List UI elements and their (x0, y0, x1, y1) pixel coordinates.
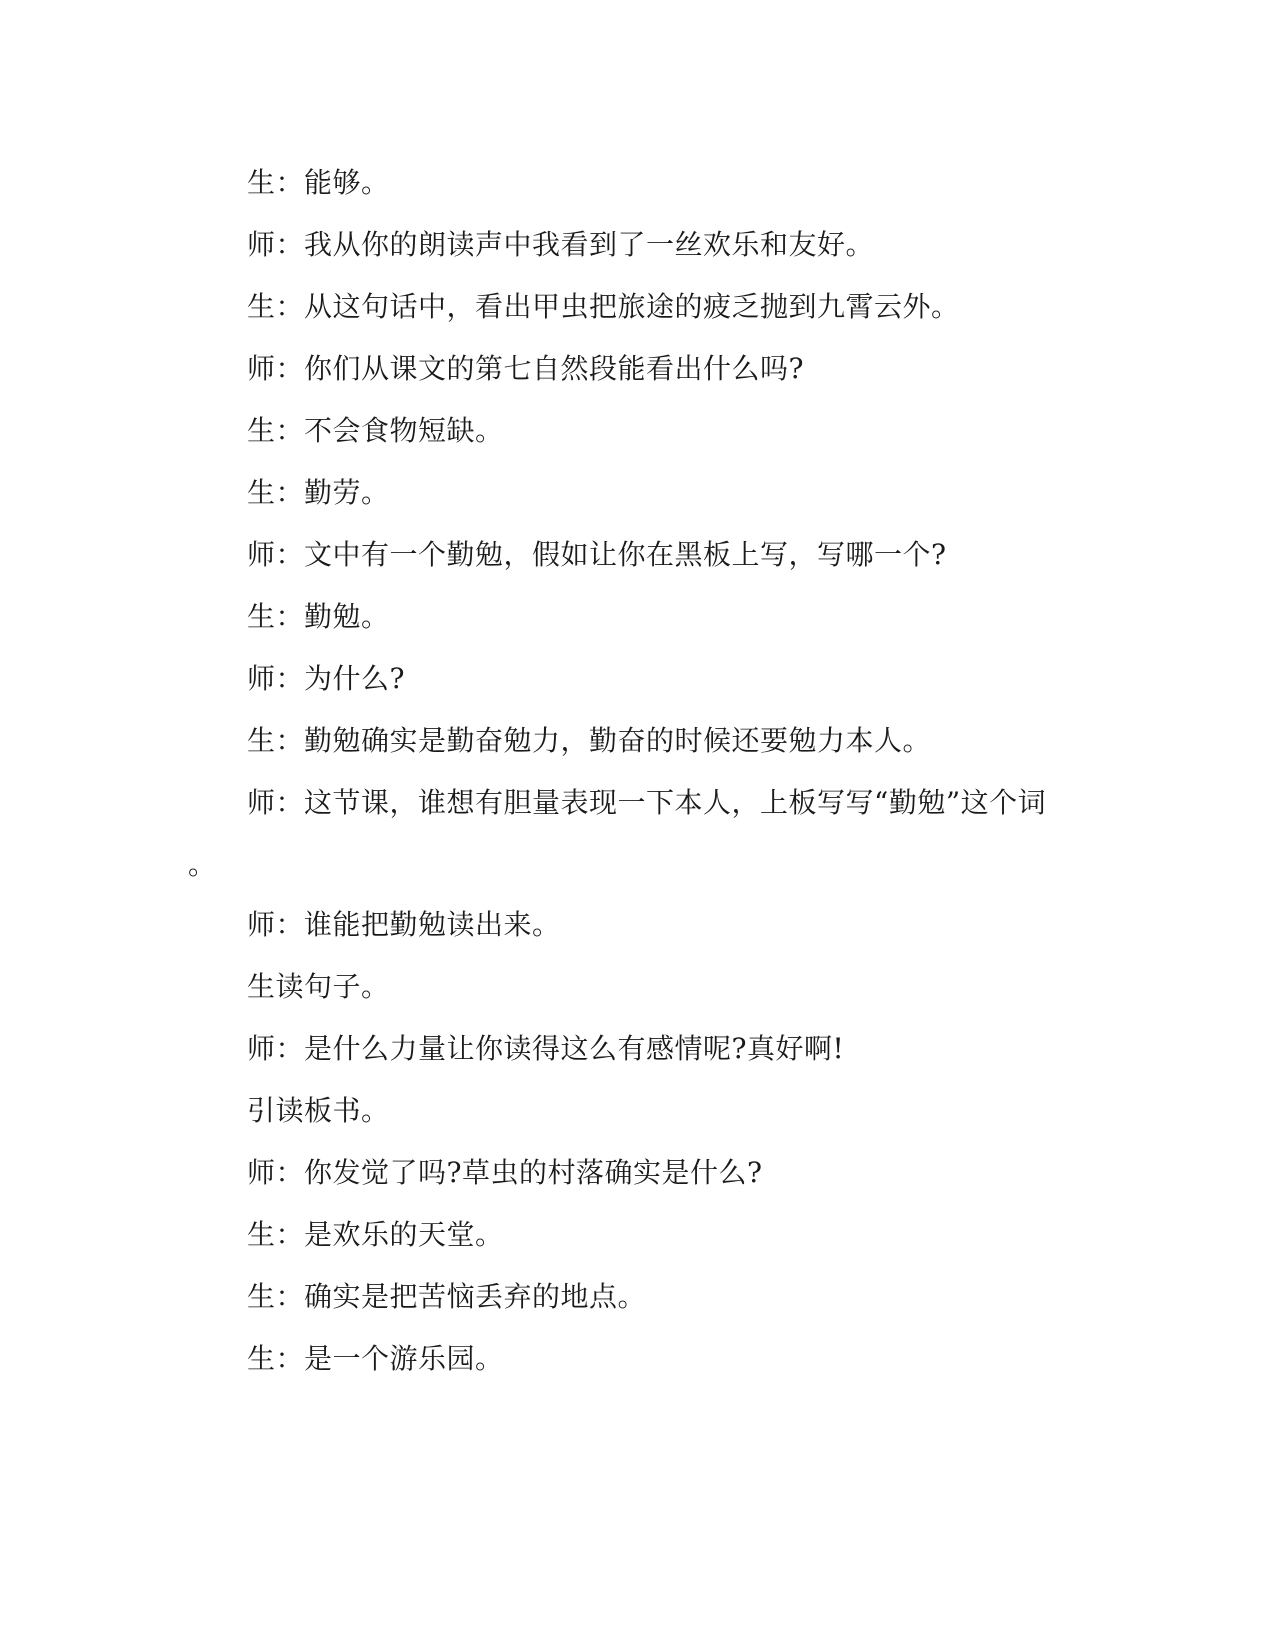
paragraph: 师：文中有一个勤勉，假如让你在黑板上写，写哪一个? (247, 538, 947, 571)
paragraph: 师：这节课，谁想有胆量表现一下本人，上板写写“勤勉”这个词 (247, 786, 1047, 819)
paragraph: 生：是一个游乐园。 (247, 1342, 504, 1375)
paragraph: 师：你们从课文的第七自然段能看出什么吗? (247, 352, 805, 385)
paragraph: 生：确实是把苦恼丢弃的地点。 (247, 1280, 647, 1313)
paragraph: 师：谁能把勤勉读出来。 (247, 908, 561, 941)
paragraph: 生读句子。 (247, 970, 390, 1003)
paragraph: 生：勤勉。 (247, 600, 390, 633)
paragraph: 生：是欢乐的天堂。 (247, 1218, 504, 1251)
paragraph: 引读板书。 (247, 1094, 390, 1127)
paragraph: 生：勤劳。 (247, 476, 390, 509)
paragraph: 生：从这句话中，看出甲虫把旅途的疲乏抛到九霄云外。 (247, 290, 960, 323)
paragraph: 生：不会食物短缺。 (247, 414, 504, 447)
paragraph: 师：是什么力量让你读得这么有感情呢?真好啊! (247, 1032, 845, 1065)
paragraph: 师：为什么? (247, 662, 406, 695)
paragraph: 生：能够。 (247, 166, 390, 199)
paragraph: 师：我从你的朗读声中我看到了一丝欢乐和友好。 (247, 228, 875, 261)
paragraph: 生：勤勉确实是勤奋勉力，勤奋的时候还要勉力本人。 (247, 724, 932, 757)
paragraph: 师：你发觉了吗?草虫的村落确实是什么? (247, 1156, 763, 1189)
paragraph-wrap-tail: 。 (188, 848, 217, 881)
